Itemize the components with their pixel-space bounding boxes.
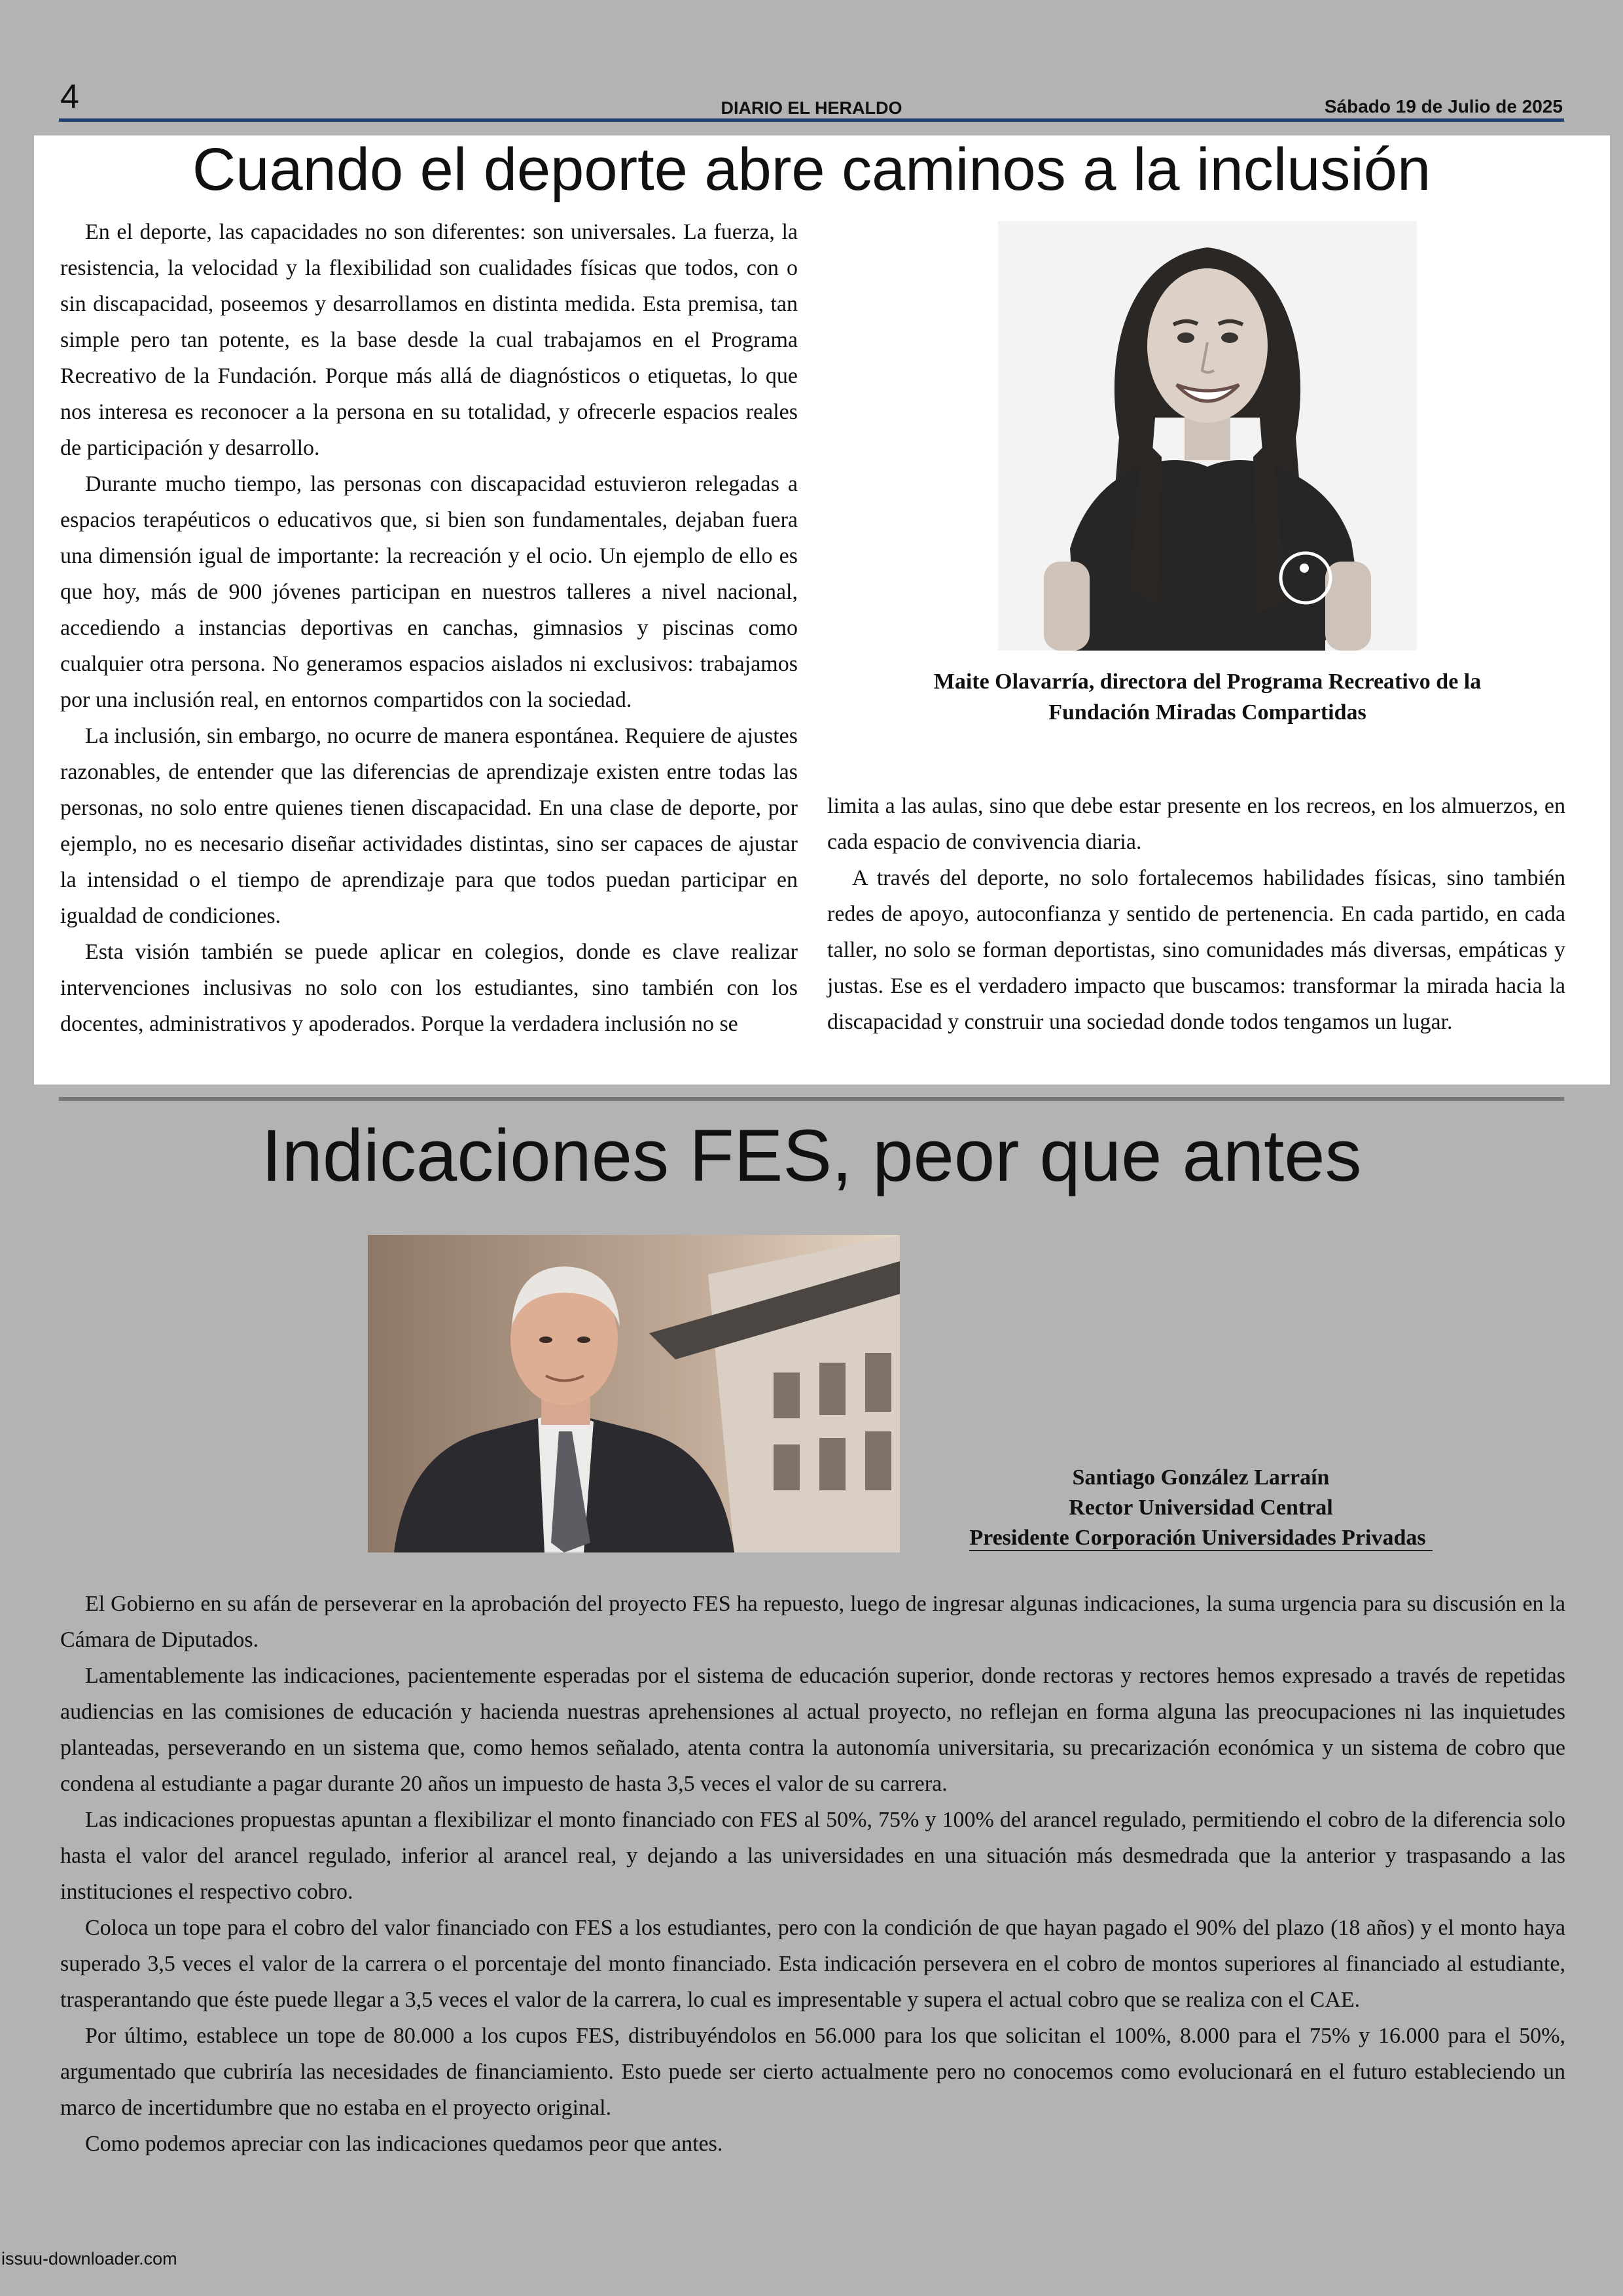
paragraph: Como podemos apreciar con las indicaciones quedamos peor que antes. <box>85 2132 723 2156</box>
caption-role: Rector Universidad Central <box>1069 1496 1333 1520</box>
paragraph: limita a las aulas, sino que debe estar presente en los recreos, en los almuerzos, en cada espacio de convivencia diaria. <box>827 794 1565 854</box>
paragraph: Por último, establece un tope de 80.000 a los cupos FES, distribuyéndolos en 56.000 para los que solicitan el 100%, 8.000 para el 75% y 16.000 para el 50%, argumentado que cubriría las necesidades de financiamiento. Esto puede ser cierto actualmente pero no conocemos como evolucionará en el futuro estableciendo un marco de incertidumbre que no estaba en el proyecto original. <box>60 2024 1565 2120</box>
paragraph: Coloca un tope para el cobro del valor financiado con FES a los estudiantes, pero con la condición de que hayan pagado el 90% del plazo (18 años) y el monto haya superado 3,5 veces el valor de la carrera o el porcentaje del monto financiado. Esta indicación persevera en el cobro de montos superiores al financiado al estudiante, trasperantando que éste puede llegar a 3,5 veces el valor de la carrera, lo cual es impresentable y supera el actual cobro que se realiza con el CAE. <box>60 1916 1565 2012</box>
caption-role: Presidente Corporación Universidades Privadas <box>969 1526 1432 1551</box>
portrait-photo <box>368 1235 900 1552</box>
watermark-link[interactable]: issuu-downloader.com <box>1 2249 177 2269</box>
paragraph: En el deporte, las capacidades no son diferentes: son universales. La fuerza, la resistencia, la velocidad y la flexibilidad son cualidades físicas que todos, con o sin discapacidad, poseemos y desarrollamos en distinta medida. Esta premisa, tan simple pero tan potente, es la base desde la cual trabajamos en el Programa Recreativo de la Fundación. Porque más allá de diagnósticos o etiquetas, lo que nos interesa es reconocer a la persona en su totalidad, y ofrecerle espacios reales de participación y desarrollo. <box>60 220 798 460</box>
photo-caption <box>851 666 1564 728</box>
page-number: 4 <box>60 78 79 116</box>
portrait-illustration <box>998 221 1417 651</box>
article-body <box>60 1586 1565 2162</box>
photo-caption <box>910 1463 1492 1553</box>
paragraph: La inclusión, sin embargo, no ocurre de manera espontánea. Requiere de ajustes razonables, de entender que las diferencias de aprendizaje existen entre todas las personas, no solo entre quienes tienen discapacidad. En una clase de deporte, por ejemplo, no es necesario diseñar actividades distintas, sino ser capaces de ajustar la intensidad o el tiempo de aprendizaje para que todos puedan participar en igualdad de condiciones. <box>60 724 798 928</box>
caption-name: Santiago González Larraín <box>1072 1465 1330 1490</box>
article-column-right <box>827 788 1565 1040</box>
paragraph: El Gobierno en su afán de perseverar en la aprobación del proyecto FES ha repuesto, luego de ingresar algunas indicaciones, la suma urgencia para su discusión en la Cámara de Diputados. <box>60 1592 1565 1652</box>
portrait-photo <box>998 221 1417 651</box>
article-title: Cuando el deporte abre caminos a la inclusión <box>192 136 1431 203</box>
paragraph: Lamentablemente las indicaciones, pacientemente esperadas por el sistema de educación superior, donde rectoras y rectores hemos expresado a través de repetidas audiencias en las comisiones de educación y hacienda nuestras aprehensiones al actual proyecto, no reflejan en forma alguna las preocupaciones ni las inquietudes planteadas, perseverando en un sistema que, como hemos señalado, atenta contra la autonomía universitaria, su precarización económica y un sistema de cobro que condena al estudiante a pagar durante 20 años un impuesto de hasta 3,5 veces el valor de su carrera. <box>60 1664 1565 1796</box>
caption-line: Maite Olavarría, directora del Programa Recreativo de la <box>933 670 1482 694</box>
caption-line: Fundación Miradas Compartidas <box>1048 700 1366 725</box>
portrait-illustration <box>368 1235 900 1552</box>
paragraph: Durante mucho tiempo, las personas con discapacidad estuvieron relegadas a espacios terapéuticos o educativos que, si bien son fundamentales, dejaban fuera una dimensión igual de importante: la recreación y el ocio. Un ejemplo de ello es que hoy, más de 900 jóvenes participan en nuestros talleres a nivel nacional, accediendo a instancias deportivas en canchas, gimnasios y piscinas como cualquier otra persona. No generamos espacios aislados ni exclusivos: trabajamos por una inclusión real, en entornos compartidos con la sociedad. <box>60 472 798 712</box>
paragraph: Las indicaciones propuestas apuntan a flexibilizar el monto financiado con FES al 50%, 75% y 100% del arancel regulado, permitiendo el cobro de la diferencia solo hasta el valor del arancel regulado, inferior al arancel real, y dejando a las universidades en una situación más desmedrada que la anterior y traspasando a las instituciones el respectivo cobro. <box>60 1808 1565 1904</box>
issue-date: Sábado 19 de Julio de 2025 <box>1324 96 1563 117</box>
paragraph: Esta visión también se puede aplicar en colegios, donde es clave realizar intervenciones inclusivas no solo con los estudiantes, sino también con los docentes, administrativos y apoderados. Porque la verdadera inclusión no se <box>60 940 798 1036</box>
section-divider <box>59 1097 1564 1101</box>
article-title: Indicaciones FES, peor que antes <box>261 1115 1362 1196</box>
header-rule <box>59 118 1564 122</box>
article-column-left <box>60 214 798 1042</box>
paragraph: A través del deporte, no solo fortalecemos habilidades físicas, sino también redes de apoyo, autoconfianza y sentido de pertenencia. En cada partido, en cada taller, no solo se forman deportistas, sino comunidades más diversas, empáticas y justas. Ese es el verdadero impacto que buscamos: transformar la mirada hacia la discapacidad y construir una sociedad donde todos tengamos un lugar. <box>827 866 1565 1034</box>
newspaper-name: DIARIO EL HERALDO <box>721 98 902 118</box>
